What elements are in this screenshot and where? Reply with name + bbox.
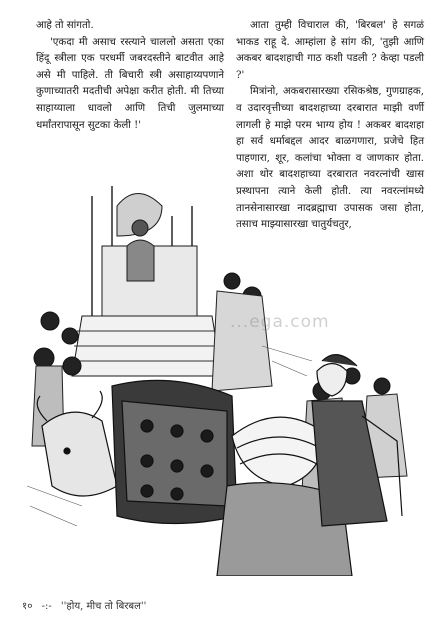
court-illustration xyxy=(22,186,420,576)
page-number: १० xyxy=(22,601,33,612)
left-text-column xyxy=(36,18,224,134)
footer-separator: -:- xyxy=(41,601,52,612)
watermark-text: ...ega.com xyxy=(230,312,330,332)
paragraph: 'एकदा मी असाच रस्त्याने चाललो असता एका हिंदू स्त्रीला एक परधर्मी जबरदस्तीने बाटवीत आहे असे मी पाहिले. ती बिचारी स्त्री असाहाय्यपणाने कुणाच्यातरी मदतीची अपेक्षा करीत होती. मी तिच्या साहाय्याला धावलो आणि तिची जुलमाच्या धर्मांतरापासून सुटका केली !' xyxy=(36,36,224,131)
book-title: ''होय, मीच तो बिरबल'' xyxy=(60,601,147,612)
paragraph: मित्रांनो, अकबरासारख्या रसिकश्रेष्ठ, गुणग्राहक, व उदारवृत्तीच्या बादशहाच्या दरबारात माझी वर्णी लागली हे माझे परम भाग्य होय ! अकबर बादशहा हा सर्व धर्माबद्दल आदर बाळगणारा, प्रजेचे हित पाहणारा, शूर, कलांचा भोक्ता व जाणकार होता. अशा थोर बादशहाच्या दरबारात नवरत्नांची खास प्रस्थापना त्याने केली होती. त्या नवरत्नांमध्ये तानसेनासारखा नादब्रह्माचा उपासक जसा होता, तसाच माझ्यासारखा चातुर्यचतुर, xyxy=(236,86,424,231)
paragraph: आहे तो सांगतो. xyxy=(36,20,94,31)
page-footer xyxy=(22,598,152,612)
paragraph: आता तुम्ही विचाराल की, 'बिरबल' हे सगळं भाकड राहू दे. आम्हांला हे सांग की, 'तुझी आणि अकबर बादशहाची गाठ कशी पडली ? केव्हा पडली ?' xyxy=(236,20,424,81)
